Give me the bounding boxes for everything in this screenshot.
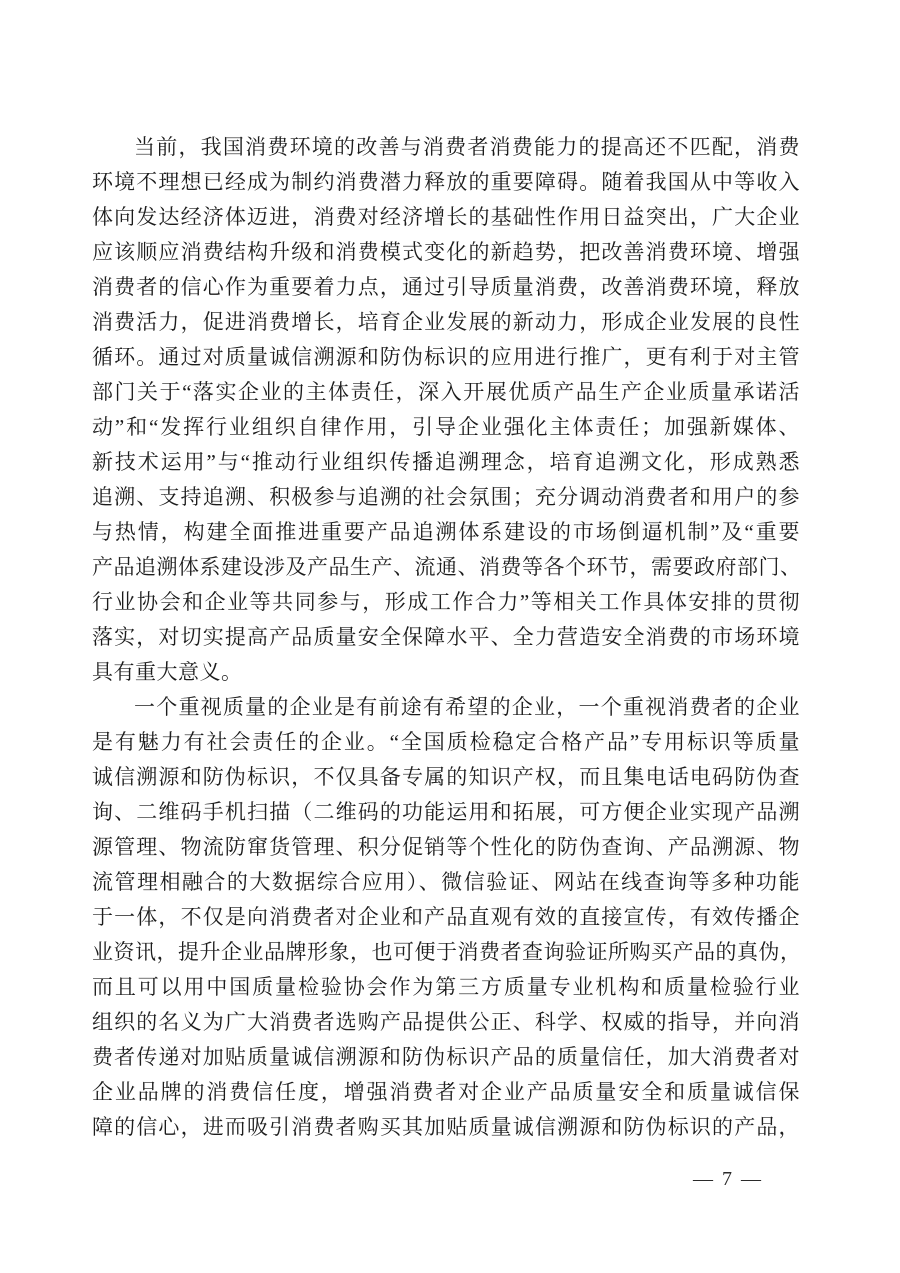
- text-line: 障的信心，进而吸引消费者购买其加贴质量诚信溯源和防伪标识的产品，: [92, 1115, 800, 1139]
- text-line: 消费者的信心作为重要着力点，通过引导质量消费，改善消费环境，释放: [92, 275, 800, 299]
- text-line: 环境不理想已经成为制约消费潜力释放的重要障碍。随着我国从中等收入: [92, 170, 800, 194]
- text-line: 落实，对切实提高产品质量安全保障水平、全力营造安全消费的市场环境: [92, 625, 800, 649]
- text-line: 新技术运用”与“推动行业组织传播追溯理念，培育追溯文化，形成熟悉: [92, 450, 800, 474]
- text-line: 费者传递对加贴质量诚信溯源和防伪标识产品的质量信任，加大消费者对: [92, 1045, 800, 1069]
- text-line: 一个重视质量的企业是有前途有希望的企业，一个重视消费者的企业: [134, 695, 800, 719]
- text-line: 产品追溯体系建设涉及产品生产、流通、消费等各个环节，需要政府部门、: [92, 555, 802, 579]
- paragraph-1: [92, 130, 800, 690]
- text-line: 源管理、物流防窜货管理、积分促销等个性化的防伪查询、产品溯源、物: [92, 835, 800, 859]
- text-line: 体向发达经济体迈进，消费对经济增长的基础性作用日益突出，广大企业: [92, 205, 800, 229]
- text-line: 是有魅力有社会责任的企业。“全国质检稳定合格产品”专用标识等质量: [92, 730, 800, 754]
- text-line: 与热情，构建全面推进重要产品追溯体系建设的市场倒逼机制”及“重要: [92, 520, 800, 544]
- text-line: 具有重大意义。: [92, 660, 243, 684]
- text-line: 动”和“发挥行业组织自律作用，引导企业强化主体责任；加强新媒体、: [92, 415, 800, 439]
- text-line: 询、二维码手机扫描（二维码的功能运用和拓展，可方便企业实现产品溯: [92, 800, 800, 824]
- text-line: 追溯、支持追溯、积极参与追溯的社会氛围；充分调动消费者和用户的参: [92, 485, 800, 509]
- text-line: 于一体，不仅是向消费者对企业和产品直观有效的直接宣传，有效传播企: [92, 905, 800, 929]
- text-line: 应该顺应消费结构升级和消费模式变化的新趋势，把改善消费环境、增强: [92, 240, 800, 264]
- document-body: [92, 130, 800, 1145]
- paragraph-2: [92, 690, 800, 1145]
- text-line: 循环。通过对质量诚信溯源和防伪标识的应用进行推广，更有利于对主管: [92, 345, 800, 369]
- text-line: 行业协会和企业等共同参与，形成工作合力”等相关工作具体安排的贯彻: [92, 590, 800, 614]
- text-line: 当前，我国消费环境的改善与消费者消费能力的提高还不匹配，消费: [134, 135, 800, 159]
- text-line: 而且可以用中国质量检验协会作为第三方质量专业机构和质量检验行业: [92, 975, 800, 999]
- text-line: 业资讯，提升企业品牌形象，也可便于消费者查询验证所购买产品的真伪，: [92, 940, 802, 964]
- text-line: 组织的名义为广大消费者选购产品提供公正、科学、权威的指导，并向消: [92, 1010, 800, 1034]
- text-line: 流管理相融合的大数据综合应用）、微信验证、网站在线查询等多种功能: [92, 870, 800, 894]
- text-line: 部门关于“落实企业的主体责任，深入开展优质产品生产企业质量承诺活: [92, 380, 800, 404]
- page-number: — 7 —: [693, 1168, 763, 1190]
- text-line: 消费活力，促进消费增长，培育企业发展的新动力，形成企业发展的良性: [92, 310, 800, 334]
- text-line: 诚信溯源和防伪标识，不仅具备专属的知识产权，而且集电话电码防伪查: [92, 765, 800, 789]
- text-line: 企业品牌的消费信任度，增强消费者对企业产品质量安全和质量诚信保: [92, 1080, 800, 1104]
